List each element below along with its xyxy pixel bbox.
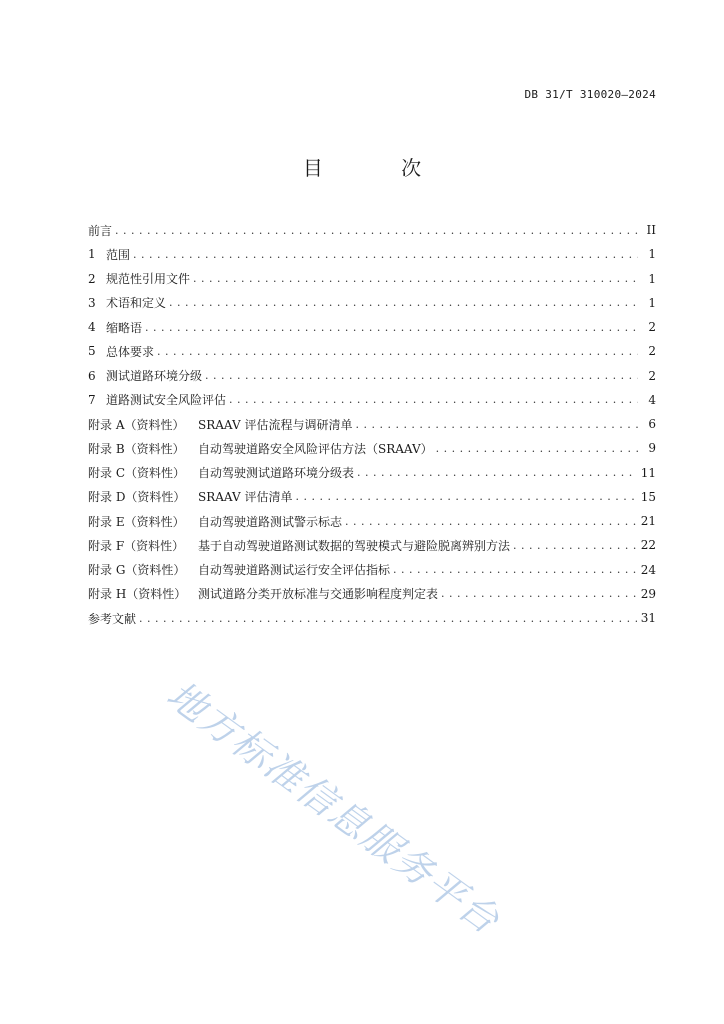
toc-entry-label-group (88, 561, 390, 578)
toc-entry-page: 6 (648, 417, 656, 432)
toc-entry-title: 范围 (106, 247, 131, 262)
toc-dot-leader (145, 321, 638, 334)
toc-entry[interactable] (88, 339, 656, 363)
toc-entry-page: 24 (640, 562, 656, 577)
table-of-contents (88, 218, 656, 630)
toc-entry-page: 2 (648, 320, 656, 335)
toc-entry-label-group (88, 391, 226, 408)
toc-entry-page: 22 (640, 538, 656, 553)
toc-dot-leader (441, 587, 637, 600)
toc-entry-page: 11 (640, 465, 656, 480)
toc-entry-label-group (88, 294, 166, 311)
toc-entry-annex-prefix: 附录 G（资料性） (88, 563, 186, 578)
toc-entry-title: 自动驾驶测试道路环境分级表 (198, 466, 355, 481)
toc-entry[interactable] (88, 461, 656, 485)
toc-dot-leader (115, 224, 638, 237)
toc-entry-label-group (88, 585, 438, 602)
toc-entry-label-group (88, 464, 354, 481)
toc-dot-leader (295, 490, 636, 503)
toc-entry-page: 9 (648, 441, 656, 456)
toc-entry[interactable] (88, 291, 656, 315)
toc-entry-title: 规范性引用文件 (106, 272, 191, 287)
document-code: DB 31/T 310020—2024 (524, 88, 656, 101)
toc-entry-label-group (88, 513, 342, 530)
toc-entry-title: 自动驾驶道路测试警示标志 (198, 514, 343, 529)
toc-entry-number: 1 (88, 247, 96, 262)
toc-entry-annex-prefix: 附录 A（资料性） (88, 417, 185, 432)
toc-dot-leader (193, 272, 638, 285)
toc-entry[interactable] (88, 242, 656, 266)
toc-dot-leader (205, 369, 638, 382)
toc-entry-title: 自动驾驶道路测试运行安全评估指标 (198, 563, 391, 578)
toc-entry-annex-prefix: 附录 F（资料性） (88, 538, 185, 553)
toc-entry-title: 基于自动驾驶道路测试数据的驾驶模式与避险脱离辨别方法 (198, 538, 511, 553)
toc-entry[interactable] (88, 436, 656, 460)
toc-entry-annex-prefix: 附录 H（资料性） (88, 587, 187, 602)
toc-entry-page: 2 (648, 368, 656, 383)
toc-entry[interactable] (88, 606, 656, 630)
toc-dot-leader (229, 393, 638, 406)
toc-entry-title: 缩略语 (106, 320, 143, 335)
toc-entry-page: II (646, 223, 656, 238)
toc-dot-leader (436, 442, 638, 455)
toc-entry-page: 15 (640, 489, 656, 504)
toc-entry-title: 自动驾驶道路安全风险评估方法（SRAAV） (198, 441, 433, 456)
toc-entry[interactable] (88, 218, 656, 242)
toc-entry-number: 3 (88, 295, 96, 310)
toc-entry[interactable] (88, 267, 656, 291)
toc-entry[interactable] (88, 558, 656, 582)
toc-entry[interactable] (88, 388, 656, 412)
toc-entry-label-group (88, 537, 510, 554)
toc-dot-leader (345, 515, 637, 528)
toc-entry-title: 前言 (88, 223, 113, 238)
toc-entry-label-group (88, 488, 292, 505)
toc-entry[interactable] (88, 315, 656, 339)
toc-entry-annex-prefix: 附录 D（资料性） (88, 490, 186, 505)
watermark: 地方标准信息服务平台 (158, 672, 509, 944)
toc-dot-leader (357, 466, 637, 479)
toc-entry-annex-prefix: 附录 B（资料性） (88, 441, 185, 456)
toc-dot-leader (393, 563, 637, 576)
toc-entry-page: 4 (648, 392, 656, 407)
toc-entry-label-group (88, 440, 433, 457)
toc-entry-title: 测试道路环境分级 (106, 369, 203, 384)
toc-entry[interactable] (88, 582, 656, 606)
toc-entry-annex-prefix: 附录 E（资料性） (88, 514, 185, 529)
toc-entry-page: 29 (640, 586, 656, 601)
toc-entry[interactable] (88, 509, 656, 533)
toc-entry-title: 参考文献 (88, 611, 137, 626)
toc-entry-label-group (88, 319, 142, 336)
toc-entry-number: 2 (88, 271, 96, 286)
toc-entry-title: SRAAV 评估清单 (198, 490, 293, 505)
toc-entry-title: 测试道路分类开放标准与交通影响程度判定表 (198, 587, 439, 602)
toc-entry-number: 5 (88, 344, 96, 359)
toc-entry-label-group (88, 246, 130, 263)
toc-entry-title: 道路测试安全风险评估 (106, 393, 227, 408)
toc-entry-page: 1 (648, 247, 656, 262)
toc-dot-leader (513, 539, 637, 552)
toc-entry-page: 31 (640, 611, 656, 626)
toc-entry-label-group (88, 343, 154, 360)
toc-dot-leader (139, 612, 637, 625)
toc-entry[interactable] (88, 485, 656, 509)
toc-dot-leader (355, 418, 638, 431)
toc-entry-annex-prefix: 附录 C（资料性） (88, 466, 185, 481)
toc-dot-leader (169, 296, 638, 309)
toc-entry[interactable] (88, 533, 656, 557)
toc-entry-page: 1 (648, 295, 656, 310)
toc-entry-page: 21 (640, 514, 656, 529)
toc-entry-number: 4 (88, 320, 96, 335)
toc-entry-number: 7 (88, 392, 96, 407)
toc-dot-leader (157, 345, 638, 358)
toc-entry-label-group (88, 270, 190, 287)
toc-entry-label-group (88, 416, 352, 433)
toc-entry-page: 1 (648, 271, 656, 286)
toc-entry[interactable] (88, 364, 656, 388)
toc-entry-label-group (88, 367, 202, 384)
toc-entry[interactable] (88, 412, 656, 436)
toc-entry-page: 2 (648, 344, 656, 359)
toc-title: 目 次 (302, 156, 458, 180)
toc-entry-label-group (88, 610, 136, 627)
toc-entry-title: 总体要求 (106, 344, 155, 359)
toc-dot-leader (133, 248, 638, 261)
toc-entry-number: 6 (88, 368, 96, 383)
toc-entry-title: SRAAV 评估流程与调研清单 (198, 417, 353, 432)
toc-entry-title: 术语和定义 (106, 296, 167, 311)
toc-entry-label-group (88, 222, 112, 239)
